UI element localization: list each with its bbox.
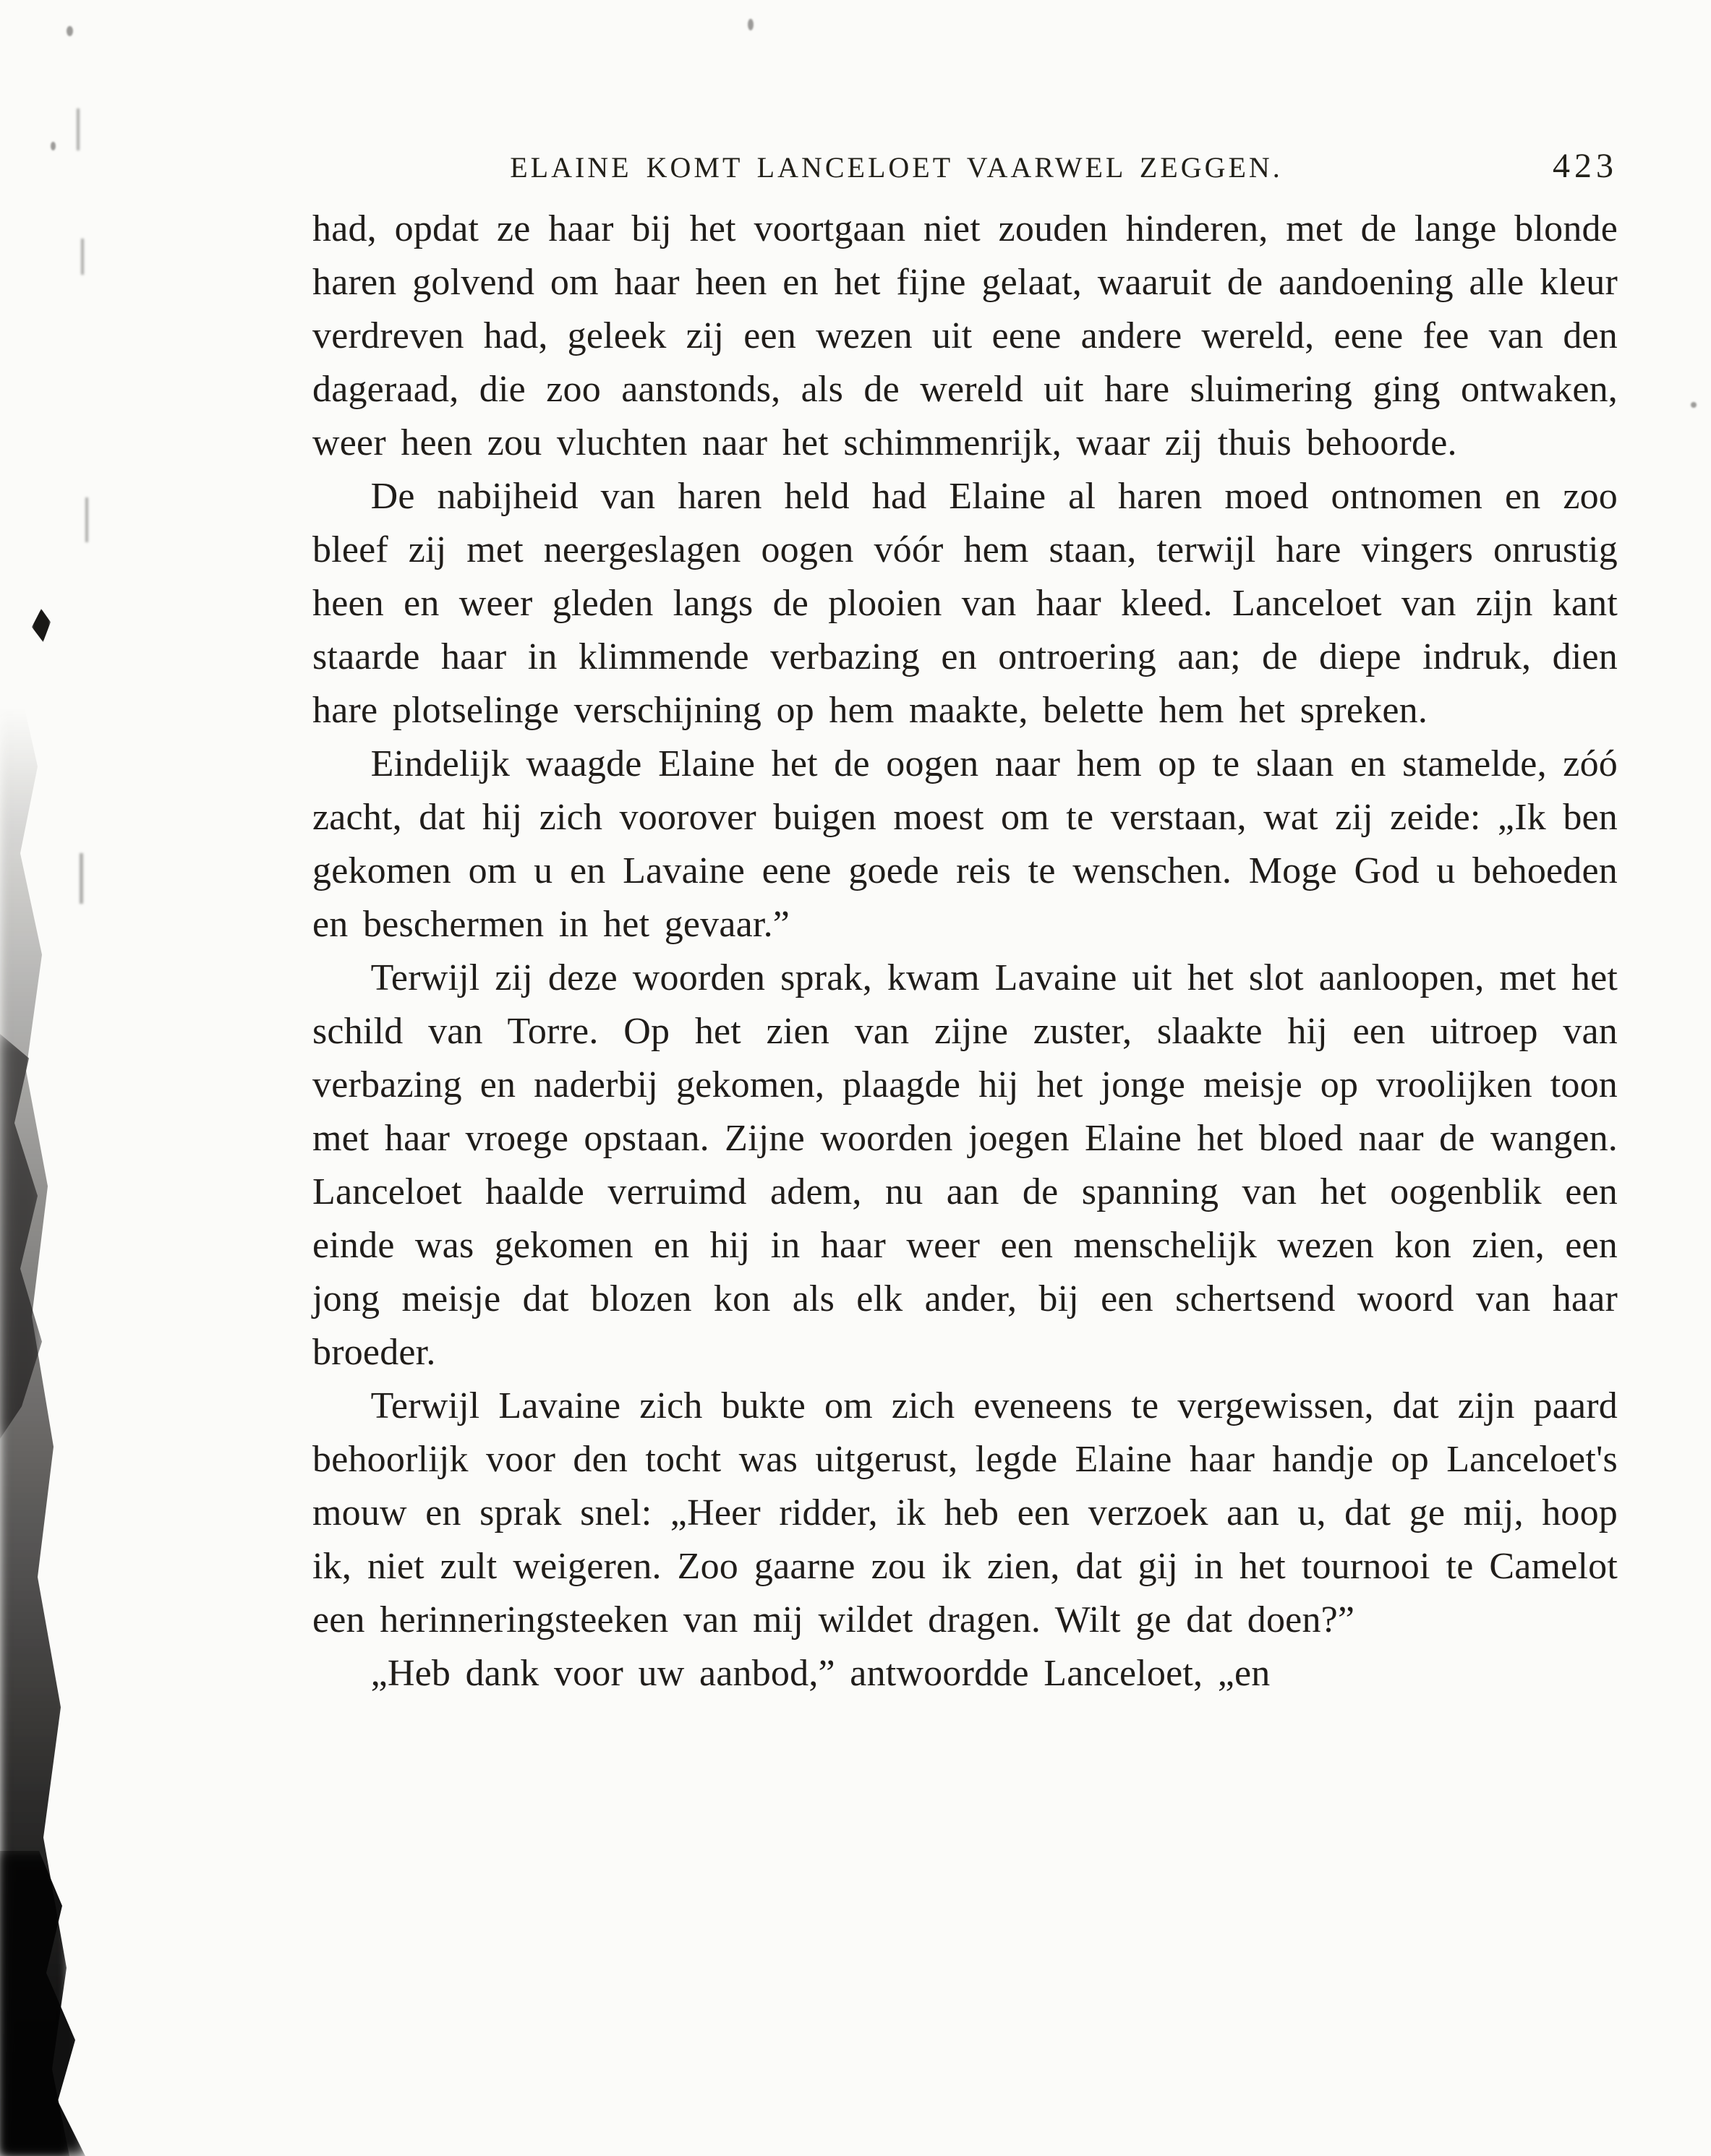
running-header-title: ELAINE KOMT LANCELOET VAARWEL ZEGGEN. [510,151,1283,184]
paragraph: Terwijl zij deze woorden sprak, kwam Lavaine uit het slot aanloopen, met het schild van Torre. Op het zien van zijne zuster, slaakte hij een uitroep van verbazing en naderbij gekomen, plaagde hij het jonge meisje op vroolijken toon met haar vroege opstaan. Zijne woorden joegen Elaine het bloed naar de wangen. Lanceloet haalde verruimd adem, nu aan de spanning van het oogenblik een einde was gekomen en hij in haar weer een menschelijk wezen kon zien, een jong meisje dat blozen kon als elk ander, bij een schertsend woord van haar broeder. [312,957,1618,1373]
scan-speck [748,19,754,30]
scan-tick-mark [80,853,83,904]
scan-tick-mark [81,239,84,275]
page-number: 423 [1553,147,1618,185]
paragraph: Terwijl Lavaine zich bukte om zich eveneens te vergewissen, dat zijn paard behoorlijk voor den tocht was uitgerust, legde Elaine haar handje op Lanceloet's mouw en sprak snel: „Heer ridder, ik heb een verzoek aan u, dat ge mij, hoop ik, niet zult weigeren. Zoo gaarne zou ik zien, dat gij in het tournooi te Camelot een herinneringsteeken van mij wildet dragen. Wilt ge dat doen?” [312,1385,1618,1640]
page-text-block [312,202,1618,1701]
scan-tick-mark [85,497,88,542]
scan-tick-mark [77,108,80,150]
paragraph: had, opdat ze haar bij het voortgaan niet zouden hinderen, met de lange blonde haren golvend om haar heen en het fijne gelaat, waaruit de aandoening alle kleur verdreven had, geleek zij een wezen uit eene andere wereld, eene fee van den dageraad, die zoo aanstonds, als de wereld uit hare sluimering ging ontwaken, weer heen zou vluchten naar het schimmenrijk, waar zij thuis behoorde. [312,208,1618,463]
scan-speck [1691,402,1697,408]
scan-speck [67,26,73,36]
paragraph: De nabijheid van haren held had Elaine al haren moed ontnomen en zoo bleef zij met neergeslagen oogen vóór hem staan, terwijl hare vingers onrustig heen en weer gleden langs de plooien van haar kleed. Lanceloet van zijn kant staarde haar in klimmende verbazing en ontroering aan; de diepe indruk, dien hare plotselinge verschijning op hem maakte, belette hem het spreken. [312,476,1618,731]
paragraph: „Heb dank voor uw aanbod,” antwoordde Lanceloet, „en [370,1653,1271,1694]
scan-speck [51,142,56,150]
scan-smudge-blotch [0,1034,48,1439]
scan-smudge-bottom-left [0,1851,85,2156]
scan-smudge-left-edge [0,709,69,2156]
running-head [312,147,1618,194]
scan-ink-mark [32,609,51,642]
paragraph: Eindelijk waagde Elaine het de oogen naar hem op te slaan en stamelde, zóó zacht, dat hij zich voorover buigen moest om te verstaan, wat zij zeide: „Ik ben gekomen om u en Lavaine eene goede reis te wenschen. Moge God u behoeden en beschermen in het gevaar.” [312,743,1618,945]
